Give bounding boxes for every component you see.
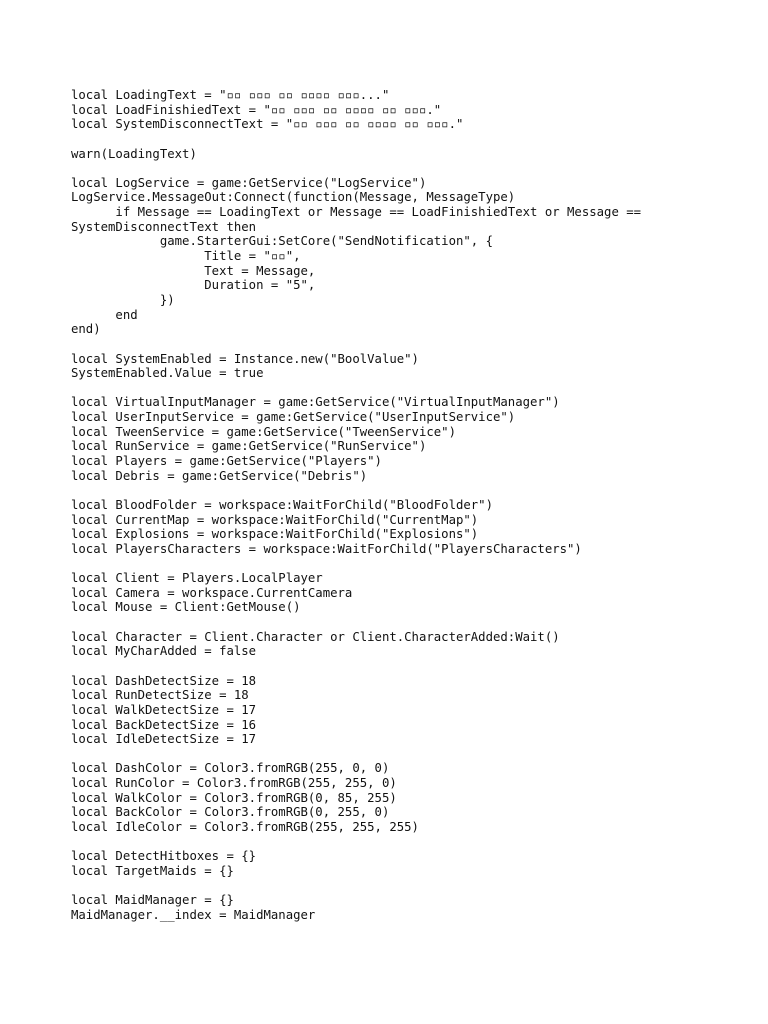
code-line: local IdleDetectSize = 17 bbox=[71, 732, 257, 747]
code-line: local LogService = game:GetService("LogService") bbox=[71, 175, 427, 190]
code-line bbox=[71, 132, 641, 147]
code-line: local TweenService = game:GetService("TweenService") bbox=[71, 424, 456, 439]
code-line: MaidManager.__index = MaidManager bbox=[71, 907, 316, 922]
code-line bbox=[71, 337, 641, 352]
code-line: local WalkColor = Color3.fromRGB(0, 85, 255) bbox=[71, 790, 397, 805]
code-line: Title = "▫▫", bbox=[71, 249, 301, 264]
code-line: local RunColor = Color3.fromRGB(255, 255, 0) bbox=[71, 776, 397, 791]
code-line: local TargetMaids = {} bbox=[71, 863, 234, 878]
code-line: local Explosions = workspace:WaitForChild("Explosions") bbox=[71, 527, 479, 542]
code-line: local SystemDisconnectText = "▫▫ ▫▫▫ ▫▫ ▫▫▫▫ ▫▫ ▫▫▫." bbox=[71, 117, 464, 132]
code-line: game.StarterGui:SetCore("SendNotification", { bbox=[71, 234, 493, 249]
code-line bbox=[71, 483, 641, 498]
code-line: local Client = Players.LocalPlayer bbox=[71, 571, 323, 586]
code-line: local UserInputService = game:GetService("UserInputService") bbox=[71, 410, 516, 425]
code-line: local BloodFolder = workspace:WaitForChild("BloodFolder") bbox=[71, 497, 493, 512]
code-line: local VirtualInputManager = game:GetService("VirtualInputManager") bbox=[71, 395, 560, 410]
code-line bbox=[71, 161, 641, 176]
code-line: local CurrentMap = workspace:WaitForChild("CurrentMap") bbox=[71, 512, 479, 527]
code-line: local DashDetectSize = 18 bbox=[71, 673, 257, 688]
code-line: warn(LoadingText) bbox=[71, 146, 197, 161]
code-line: local Debris = game:GetService("Debris") bbox=[71, 468, 368, 483]
code-line: local LoadFinishiedText = "▫▫ ▫▫▫ ▫▫ ▫▫▫▫ ▫▫ ▫▫▫." bbox=[71, 102, 442, 117]
code-line: SystemEnabled.Value = true bbox=[71, 366, 264, 381]
code-line: Duration = "5", bbox=[71, 278, 316, 293]
code-line: if Message == LoadingText or Message == LoadFinishiedText or Message == bbox=[71, 205, 642, 220]
code-line: local Players = game:GetService("Players") bbox=[71, 454, 382, 469]
code-line: local Mouse = Client:GetMouse() bbox=[71, 600, 301, 615]
code-line: local LoadingText = "▫▫ ▫▫▫ ▫▫ ▫▫▫▫ ▫▫▫..." bbox=[71, 88, 390, 102]
code-line bbox=[71, 879, 641, 894]
code-line: local SystemEnabled = Instance.new("BoolValue") bbox=[71, 351, 419, 366]
code-line: local IdleColor = Color3.fromRGB(255, 255, 255) bbox=[71, 820, 419, 835]
code-line: local Camera = workspace.CurrentCamera bbox=[71, 585, 353, 600]
code-line: local MaidManager = {} bbox=[71, 893, 234, 908]
code-line: end) bbox=[71, 322, 101, 337]
code-line: local DetectHitboxes = {} bbox=[71, 849, 257, 864]
code-line: end bbox=[71, 307, 138, 322]
code-line: local RunService = game:GetService("RunService") bbox=[71, 439, 427, 454]
code-line: local DashColor = Color3.fromRGB(255, 0, 0) bbox=[71, 761, 390, 776]
code-listing bbox=[71, 88, 641, 923]
code-line bbox=[71, 747, 641, 762]
code-line: local BackDetectSize = 16 bbox=[71, 717, 257, 732]
code-line: Text = Message, bbox=[71, 263, 316, 278]
code-line: local MyCharAdded = false bbox=[71, 644, 257, 659]
code-line: local PlayersCharacters = workspace:WaitForChild("PlayersCharacters") bbox=[71, 541, 582, 556]
code-line: local Character = Client.Character or Client.CharacterAdded:Wait() bbox=[71, 629, 560, 644]
code-line bbox=[71, 381, 641, 396]
code-line: SystemDisconnectText then bbox=[71, 219, 257, 234]
code-line: local WalkDetectSize = 17 bbox=[71, 702, 257, 717]
code-line bbox=[71, 659, 641, 674]
code-line: local RunDetectSize = 18 bbox=[71, 688, 249, 703]
code-line: LogService.MessageOut:Connect(function(Message, MessageType) bbox=[71, 190, 516, 205]
code-line: local BackColor = Color3.fromRGB(0, 255, 0) bbox=[71, 805, 390, 820]
code-line bbox=[71, 835, 641, 850]
code-line bbox=[71, 615, 641, 630]
code-line bbox=[71, 557, 641, 572]
code-line: }) bbox=[71, 292, 175, 307]
